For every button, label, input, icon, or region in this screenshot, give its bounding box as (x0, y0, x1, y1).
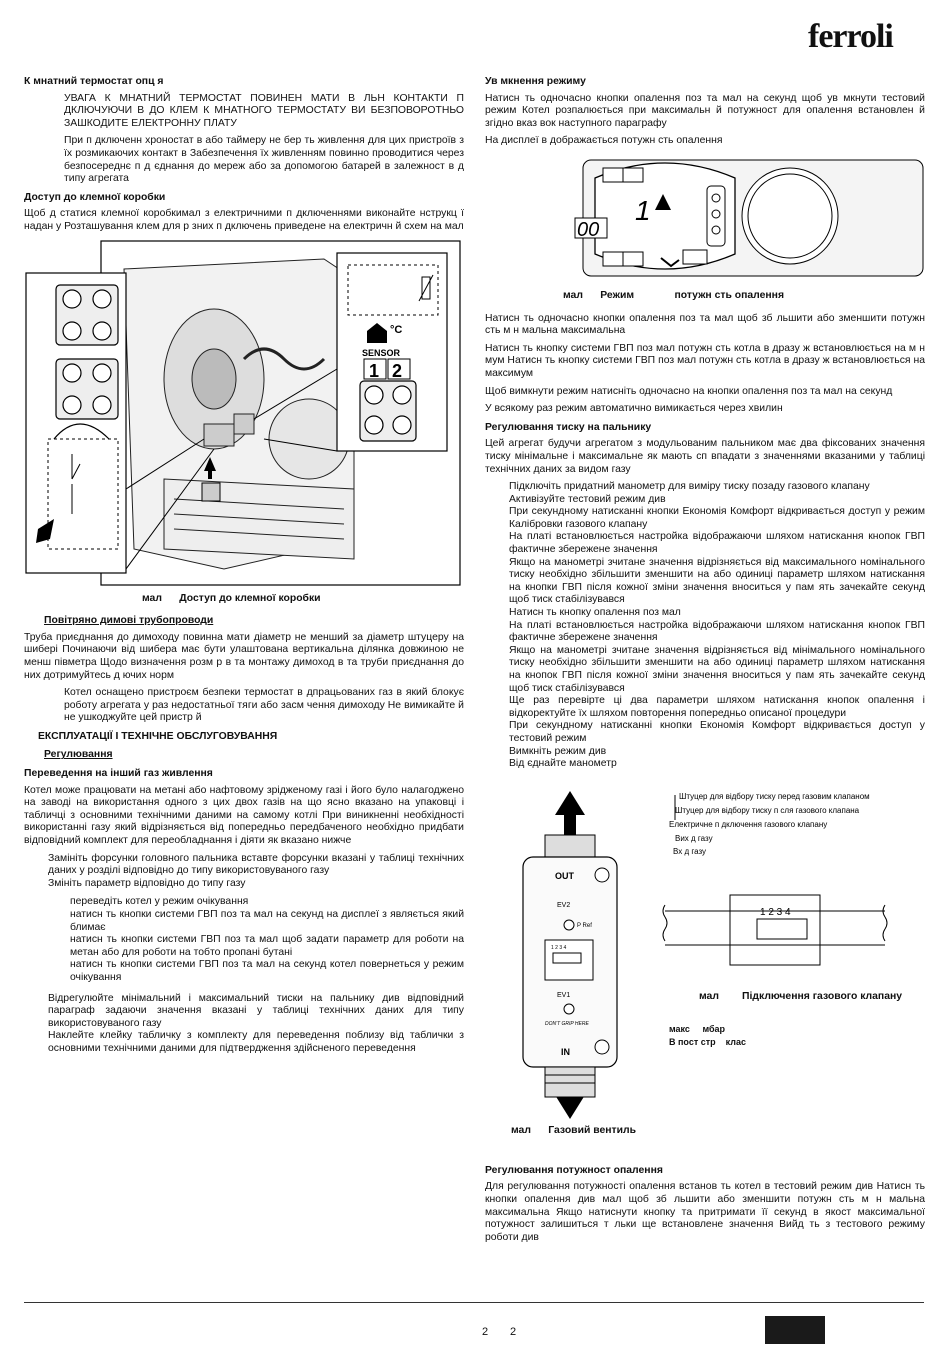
burner-step: Якщо на манометрі зчитане значення відрізняється від мінімального номінального тиску необхідно збільшити зменшити на або одиниці параметр шляхом натискання на кнопок ГВП після кожної зміни значення вноситься у пам ять зачекайте секунд щоб тиск стабілізувався (509, 644, 925, 694)
valve-label-3: Електричне п дключення газового клапану (669, 819, 828, 829)
gas-valve-figure (485, 785, 925, 1155)
figure-caption-test-mode: мал Режим потужн сть опалення (563, 289, 785, 301)
heading-heat-power: Регулювання потужност опалення (485, 1164, 663, 1176)
display-digits: 00 (577, 218, 600, 241)
control-panel-illustration (485, 156, 925, 286)
step-3: натисн ть кнопки системи ГВП поз та мал щоб задати параметр для роботи на метан або для роботи на тобто пропані бутані (70, 934, 464, 958)
nozzles-paragraph: Замініть форсунки головного пальника вставте форсунки вказані у таблиці технічних даних у розділі відповідно до типу використовуваного газу (48, 852, 464, 877)
burner-steps-list (509, 481, 925, 771)
valve-out-label: OUT (555, 870, 574, 881)
valve-ev2-label: EV2 (557, 901, 571, 909)
burner-step: Ще раз перевірте ці два параметри шляхом натискання кнопок опалення і відкоректуйте їх шляхом повторення попередньо описаної процедури (509, 695, 925, 719)
step-1: переведіть котел у режим очікування (70, 896, 249, 908)
burner-step: При секундному натисканні кнопки Економія Комфорт відкривається доступ у режим Калібровки газового клапану (509, 506, 925, 530)
gas-valve-illustration (485, 785, 925, 1155)
warning-text: УВАГА К МНАТНИЙ ТЕРМОСТАТ ПОВИНЕН МАТИ В ЛЬН КОНТАКТИ П ДКЛЮЧУЮЧИ В ДО КЛЕМ К МНАТНОГО ТЕРМОСТАТУ ВИ БЕЗПОВОРОТНЬО ЗАШКОДИТЕ ЕЛЕКТРОННУ ПЛАТУ (64, 92, 464, 129)
burner-step: Вимкніть режим див (509, 745, 607, 757)
sensor-label: SENSOR (362, 347, 401, 358)
page-number-left: 2 (482, 1326, 489, 1338)
valve-pref-label: P Ref (577, 922, 592, 929)
heading-enable-test: Ув мкнення режиму (485, 76, 586, 87)
valve-label-1: Штуцер для відбору тиску перед газовим клапаном (679, 791, 870, 801)
sensor-terminal-2: 2 (392, 360, 403, 381)
heading-flue: Повітряно димові трубопроводи (44, 615, 214, 627)
valve-grip-label: DON'T GRIP HERE (545, 1020, 589, 1027)
enable-paragraph: Натисн ть одночасно кнопки опалення поз та мал на секунд щоб ув мкнути тестовий режим Котел розпалюється при максимальн й потужност для опалення встановлен й згідно вказ вок наступного параграфу (485, 92, 925, 129)
in-post-note: В пост стр клас (669, 1036, 746, 1047)
test-mode-p3: Щоб вимкнути режим натисніть одночасно на кнопки опалення поз та мал на секунд (485, 385, 893, 397)
ferroli-logo: ferroli (808, 18, 893, 55)
heat-power-paragraph: Для регулювання потужності опалення встанов ть котел в тестовий режим див Натисн ть кнопки опалення див мал щоб зб льшити або зменшити потужн сть м н мальна максимальна Якщо натиснути кнопку та притримати її секунд в якост максимальної потужност залишиться т льки ще встановлене значення Вийд ть з тестового режиму роботи див (485, 1181, 925, 1243)
footer-rule (24, 1302, 924, 1303)
figure-caption-gas-valve: мал Газовий вентиль (511, 1124, 636, 1136)
chrono-paragraph: При п дключенн хроностат в або таймеру не бер ть живлення для цих пристроїв з їх розмикаючих контакт в Забезпечення їх живленням повинно проводитися через безпосереднє п д єднання до мереж або за допомогою батарей в залежност в д типу агрегата (64, 135, 464, 185)
right-column (485, 70, 925, 1249)
control-panel-figure (485, 156, 925, 286)
burner-step: Активізуйте тестовий режим див (509, 493, 666, 505)
burner-step: Від єднайте манометр (509, 758, 617, 770)
footer-black-tab (765, 1316, 825, 1344)
param-paragraph: Змініть параметр відповідно до типу газу (48, 877, 246, 889)
label-paragraph: Наклейте клейку табличку з комплекту для переведення поблизу від таблички з основними технічними даними для підтвердження здійсненого переведення (48, 1030, 464, 1054)
test-mode-p1: Натисн ть одночасно кнопки опалення поз та мал щоб зб льшити або зменшити потужн сть м н мальна максимальна (485, 312, 925, 337)
gas-conversion-paragraph: Котел може працювати на метані або нафтовому зрідженому газі і його було налагоджено на заводі на використання одного з цих двох газів на що ясно вказано на упаковці і табличці з основними технічними даними на самому котлі При виникненні необхідності використанні газу який відрізняється від попередньо передбаченого необхідно придбати відповідний комплект для переобладнання і діяти як вказано нижче (24, 784, 464, 847)
test-mode-p4: У всякому раз режим автоматично вимикається через хвилин (485, 403, 783, 415)
burner-step: Натисн ть кнопку опалення поз мал (509, 607, 681, 619)
valve-conn-nums: 1 2 3 4 (551, 944, 567, 951)
heading-terminal-access: Доступ до клемної коробки (24, 191, 166, 203)
left-column (24, 70, 464, 1061)
test-mode-p2: Натисн ть кнопку системи ГВП поз мал потужн сть котла в дразу ж встановлюється на м н мум Натисн ть кнопку системи ГВП поз мал потужн сть котла в дразу ж встановлюється на максимум (485, 342, 925, 379)
burner-step: Підключіть придатний манометр для виміру тиску позаду газового клапану (509, 481, 870, 493)
heading-gas-conversion: Переведення на інший газ живлення (24, 768, 213, 780)
max-mbar-note: макс мбар (669, 1023, 726, 1034)
sensor-terminal-1: 1 (369, 360, 380, 381)
conn-zoom-nums: 1 2 3 4 (760, 906, 791, 918)
flue-safety-paragraph: Котел оснащено пристроєм безпеки термостат в дпрацьованих газ в який блокує роботу агрегата у раз недостатньої тяги або засм чення димоходу Не вимикайте й не ушкоджуйте цей пристр й (64, 687, 464, 724)
valve-label-5: Вх д газу (673, 846, 707, 856)
figure-caption-terminal: мал Доступ до клемної коробки (142, 592, 321, 604)
burner-step: На платі встановлюється настройка відображаючи шляхом натискання кнопок ГВП фактичне збережене значення (509, 619, 925, 644)
step-4: натисн ть кнопки системи ГВП поз та мал на секунд котел повернеться у режим очікування (70, 959, 464, 983)
terminal-box-illustration (24, 239, 464, 589)
burner-step: Якщо на манометрі зчитане значення відрізняється від максимального номінального тиску необхідно збільшити зменшити на або одиниці параметр шляхом натискання на кнопки ГВП після кожної зміни значення вноситься у пам ять зачекайте секунд щоб тиск стабілізувався (509, 556, 925, 606)
pressures-paragraph: Відрегулюйте мінімальний і максимальний тиски на пальнику див відповідний параграф задаючи значення вказані у таблиці технічних даних для типу використовуваного газу (48, 992, 464, 1029)
page-number-right: 2 (510, 1326, 517, 1338)
step-2: натисн ть кнопки системи ГВП поз та мал на секунд на дисплеї з являється який блимає (70, 909, 464, 933)
burner-paragraph: Цей агрегат будучи агрегатом з модульованим пальником має два фіксованих значення тиску мінімальне і максимальне як мають сп впадати з значеннями вказаними у таблиці технічних даних за видом газу (485, 438, 925, 475)
burner-step: На платі встановлюється настройка відображаючи шляхом натискання кнопок ГВП фактичне збережене значення (509, 531, 925, 556)
valve-in-label: IN (561, 1046, 570, 1057)
terminal-paragraph: Щоб д статися клемної коробкимал з електричними п дключеннями виконайте нструкц ї надан у Розташування клем для р зних п дключень приведене на електричн й схем на мал (24, 208, 464, 232)
display-paragraph: На дисплеї в дображається потужн сть опалення (485, 135, 723, 147)
valve-ev1-label: EV1 (557, 991, 571, 999)
svg-text:1: 1 (635, 194, 651, 226)
heading-burner-pressure: Регулювання тиску на пальнику (485, 421, 652, 433)
valve-label-4: Вих д газу (675, 833, 713, 843)
degree-label: °C (390, 323, 403, 336)
heading-adjust: Регулювання (44, 749, 113, 761)
valve-label-2: Штуцер для відбору тиску п сля газового клапана (675, 805, 860, 815)
heading-operation: ЕКСПЛУАТАЦІЇ І ТЕХНІЧНЕ ОБСЛУГОВУВАННЯ (38, 730, 278, 742)
flue-paragraph: Труба приєднання до димоходу повинна мати діаметр не менший за діаметр штуцеру на шибері Починаючи від шибера має бути улаштована вертикальна ділянка довжиною не менш півметра Щодо визначення розм р в та монтажу димоход в та труби приєднання до них дотримуйтесь д ючих норм (24, 631, 464, 681)
terminal-box-figure (24, 239, 464, 589)
heading-room-thermostat: К мнатний термостат опц я (24, 76, 164, 87)
figure-caption-valve-connection: мал Підключення газового клапану (699, 990, 903, 1002)
burner-step: При секундному натисканні кнопки Економія Комфорт відкривається доступ у тестовий режим (509, 720, 925, 744)
